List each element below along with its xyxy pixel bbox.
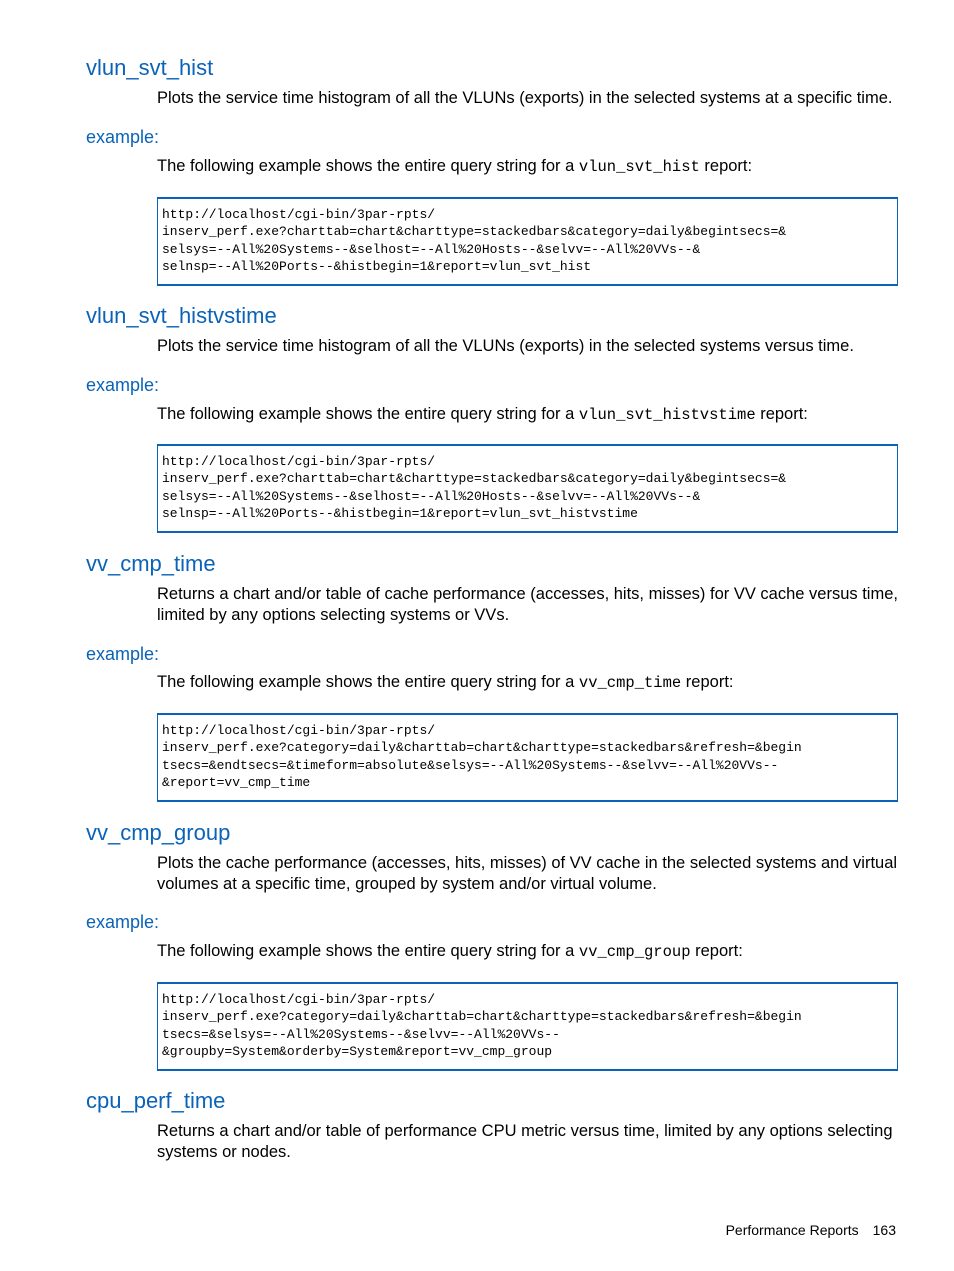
footer-section-title: Performance Reports	[725, 1222, 859, 1238]
code-line: inserv_perf.exe?charttab=chart&charttype=stackedbars&category=daily&begintsecs=&	[162, 471, 787, 487]
example-intro-text: report:	[690, 942, 743, 960]
example-label: example:	[86, 127, 160, 147]
code-line: http://localhost/cgi-bin/3par-rpts/	[162, 207, 436, 222]
section-description: Returns a chart and/or table of cache performance (accesses, hits, misses) for VV cache versus time, limited by any options selecting systems or VVs.	[157, 585, 898, 624]
page-footer	[726, 1222, 896, 1238]
example-intro-text: The following example shows the entire query string for a	[157, 157, 579, 175]
example-intro	[157, 941, 902, 963]
inline-code: vlun_svt_hist	[578, 158, 700, 176]
code-line: selnsp=--All%20Ports--&histbegin=1&report=vlun_svt_histvstime	[162, 505, 638, 521]
example-label: example:	[86, 912, 160, 932]
inline-code: vv_cmp_time	[578, 674, 682, 692]
example-label: example:	[86, 644, 160, 664]
example-intro	[157, 156, 902, 178]
code-line: http://localhost/cgi-bin/3par-rpts/	[162, 992, 436, 1007]
example-intro-text: report:	[681, 673, 734, 691]
section-heading-vlun-svt-hist: vlun_svt_hist	[86, 55, 214, 80]
inline-code: vv_cmp_group	[578, 943, 691, 961]
section-description: Returns a chart and/or table of performance CPU metric versus time, limited by any options selecting systems or nodes.	[157, 1122, 893, 1161]
code-line: inserv_perf.exe?category=daily&charttab=chart&charttype=stackedbars&refresh=&begin	[162, 1009, 802, 1025]
code-line: tsecs=&endtsecs=&timeform=absolute&selsys=--All%20Systems--&selvv=--All%20VVs--	[162, 757, 779, 773]
code-line: selsys=--All%20Systems--&selhost=--All%20Hosts--&selvv=--All%20VVs--&	[162, 488, 701, 504]
code-block	[157, 713, 898, 802]
code-line: inserv_perf.exe?charttab=chart&charttype=stackedbars&category=daily&begintsecs=&	[162, 224, 787, 240]
code-line: &report=vv_cmp_time	[162, 774, 311, 790]
section-heading-vv-cmp-group: vv_cmp_group	[86, 820, 231, 845]
example-label: example:	[86, 375, 160, 395]
section-heading-vv-cmp-time: vv_cmp_time	[86, 551, 216, 576]
code-line: &groupby=System&orderby=System&report=vv_cmp_group	[162, 1043, 553, 1059]
code-line: http://localhost/cgi-bin/3par-rpts/	[162, 723, 436, 738]
example-intro-text: The following example shows the entire query string for a	[157, 405, 579, 423]
section-description: Plots the service time histogram of all the VLUNs (exports) in the selected systems versus time.	[157, 337, 854, 355]
example-intro-text: The following example shows the entire query string for a	[157, 673, 579, 691]
example-intro-text: The following example shows the entire query string for a	[157, 942, 579, 960]
section-description: Plots the service time histogram of all the VLUNs (exports) in the selected systems at a specific time.	[157, 89, 893, 107]
inline-code: vlun_svt_histvstime	[578, 406, 756, 424]
example-intro-text: report:	[755, 405, 808, 423]
code-line: tsecs=&selsys=--All%20Systems--&selvv=--All%20VVs--	[162, 1026, 560, 1042]
code-line: selnsp=--All%20Ports--&histbegin=1&report=vlun_svt_hist	[162, 258, 592, 274]
code-line: inserv_perf.exe?category=daily&charttab=chart&charttype=stackedbars&refresh=&begin	[162, 740, 802, 756]
code-block	[157, 982, 898, 1071]
page-number: 163	[872, 1222, 896, 1238]
code-block	[157, 444, 898, 533]
section-description: Plots the cache performance (accesses, hits, misses) of VV cache in the selected systems and virtual volumes at a specific time, grouped by system and/or virtual volume.	[157, 854, 898, 893]
code-line: http://localhost/cgi-bin/3par-rpts/	[162, 454, 436, 469]
example-intro-text: report:	[699, 157, 753, 175]
section-heading-cpu-perf-time: cpu_perf_time	[86, 1088, 226, 1113]
section-heading-vlun-svt-histvstime: vlun_svt_histvstime	[86, 303, 277, 328]
code-block	[157, 197, 898, 286]
example-intro	[157, 404, 902, 426]
example-intro	[157, 672, 902, 694]
code-line: selsys=--All%20Systems--&selhost=--All%20Hosts--&selvv=--All%20VVs--&	[162, 241, 701, 257]
